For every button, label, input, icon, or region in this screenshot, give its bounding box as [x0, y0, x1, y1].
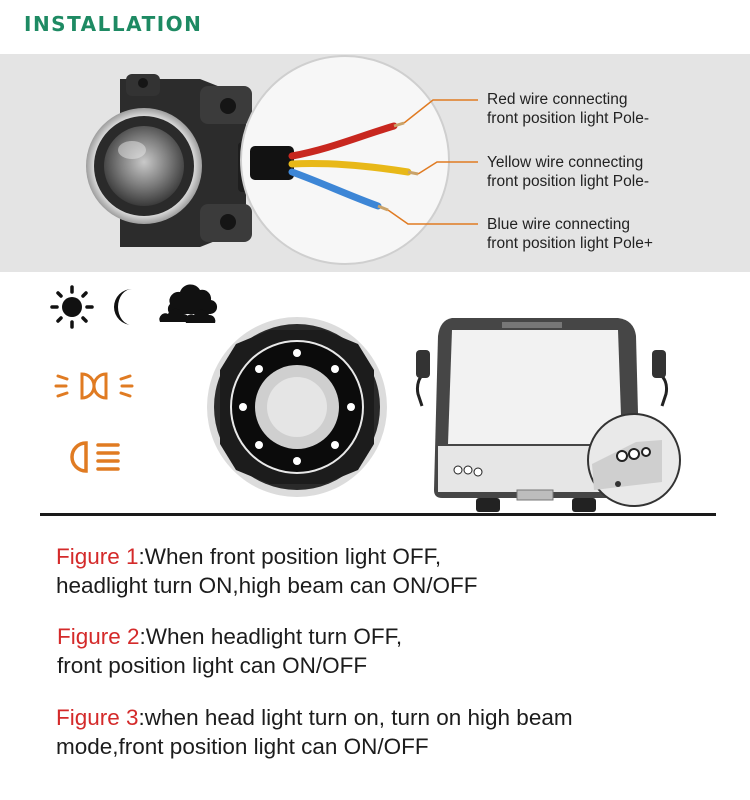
callout-line: Blue wire connecting: [487, 216, 631, 233]
figure-text-line: :When front position light OFF,: [138, 544, 442, 569]
wire-magnifier: [241, 56, 449, 264]
lamp-lens: [86, 108, 202, 224]
ground-line: [40, 513, 716, 516]
figure-text-line: :When headlight turn OFF,: [139, 624, 403, 649]
callout-line: front position light Pole+: [487, 235, 653, 252]
figure-text-line: headlight turn ON,high beam can ON/OFF: [56, 573, 478, 598]
bus-illustration: [412, 314, 702, 516]
figure-3-description: [56, 703, 573, 761]
figure-text-line: mode,front position light can ON/OFF: [56, 734, 429, 759]
callout-yellow-wire: [487, 153, 649, 191]
position-light-icon: [52, 366, 136, 406]
callout-red-wire: [487, 90, 649, 128]
figure-2-description: [57, 622, 402, 680]
figure-label: Figure 1: [56, 544, 139, 569]
figure-text-line: :when head light turn on, turn on high beam: [138, 705, 573, 730]
callout-line: Red wire connecting: [487, 91, 628, 108]
callout-line: front position light Pole-: [487, 173, 649, 190]
lamp-front-led-ring: [206, 316, 388, 498]
callout-line: Yellow wire connecting: [487, 154, 644, 171]
figure-text-line: front position light can ON/OFF: [57, 653, 368, 678]
figure-label: Figure 2: [57, 624, 140, 649]
callout-line: front position light Pole-: [487, 110, 649, 127]
high-beam-icon: [66, 438, 126, 476]
sun-icon: [46, 285, 98, 329]
figure-label: Figure 3: [56, 705, 139, 730]
callout-blue-wire: [487, 215, 653, 253]
figure-1-description: [56, 542, 477, 600]
section-heading: INSTALLATION: [24, 12, 203, 36]
moon-icon: [110, 285, 142, 329]
